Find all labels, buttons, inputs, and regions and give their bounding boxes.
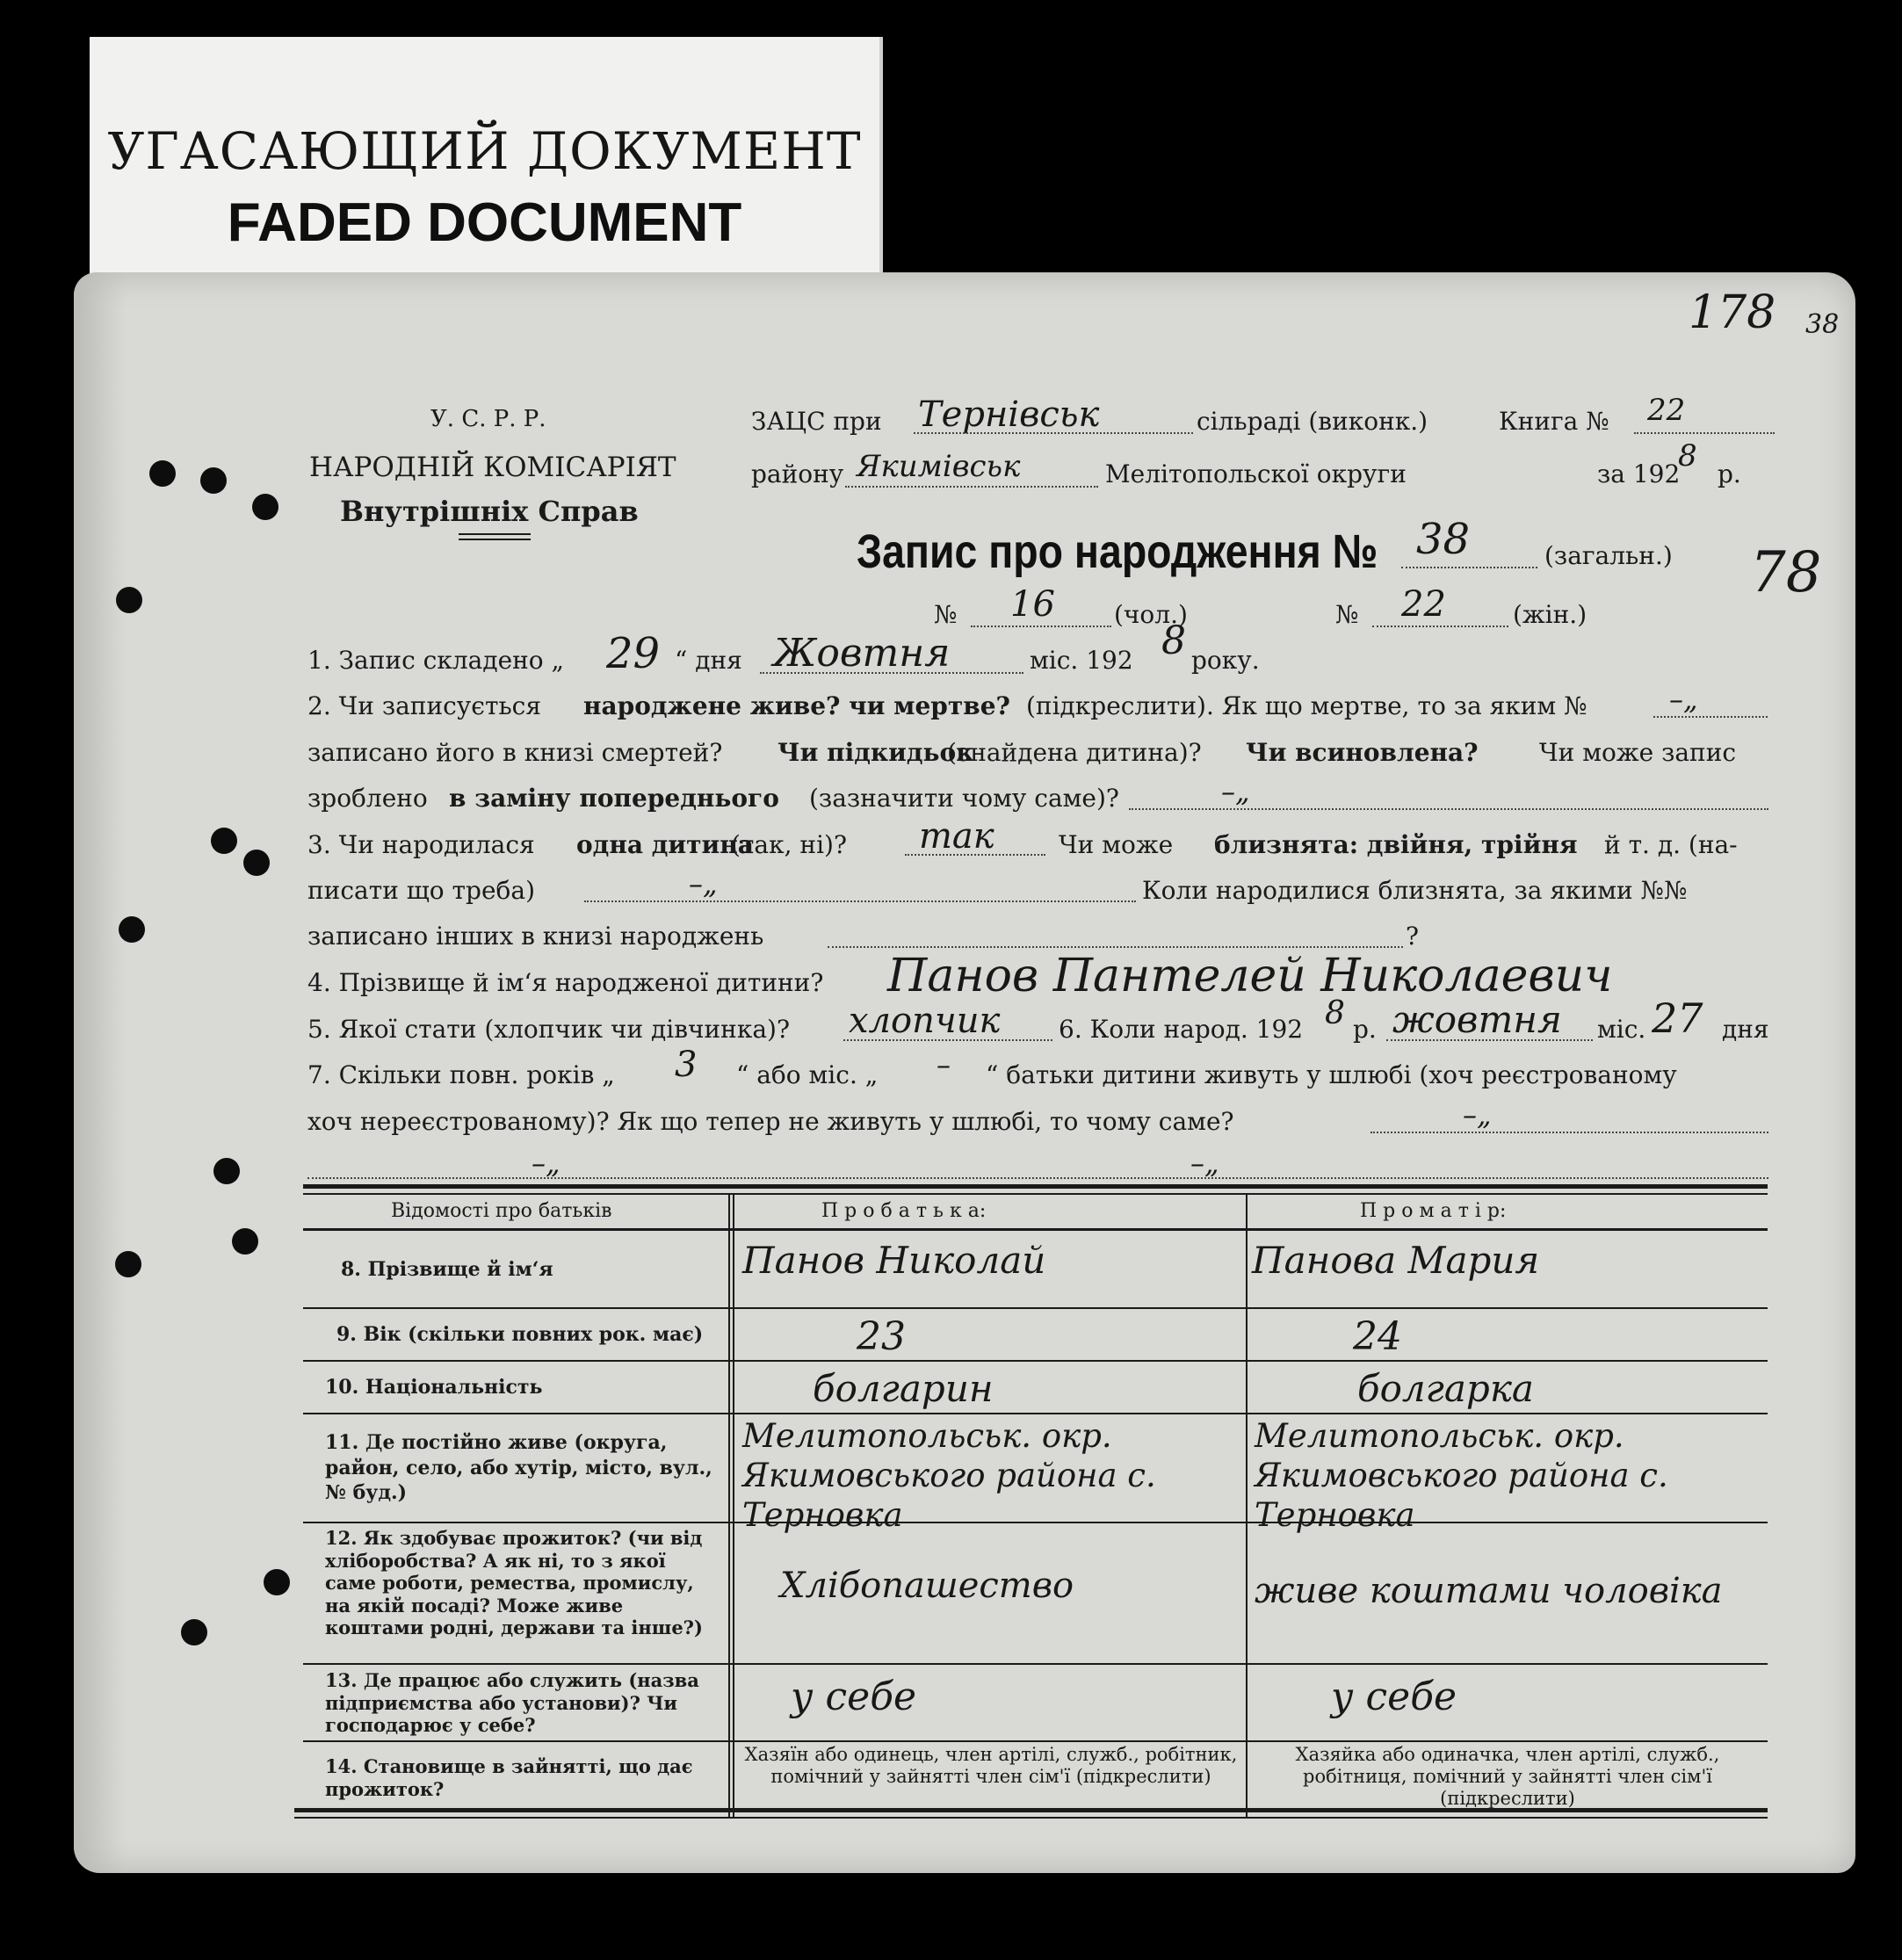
item1-year-word: року. [1191,646,1260,675]
punch-hole [115,1251,141,1277]
district-value: Якимівськ [857,449,1021,484]
item3-single: одна дитина [576,830,754,859]
item2-foundling-note: (знайдена дитина)? [947,738,1202,767]
item2-line2a: записано його в книзі смертей? [307,738,723,767]
table-top-rule [303,1193,1768,1195]
female-tag: (жін.) [1513,600,1587,629]
item3-maybe: Чи може [1059,830,1174,859]
year-label: за 192 [1597,459,1681,488]
female-number-label: № [1335,600,1359,629]
row14-label: 14. Становище в зайнятті, що дає прожиток? [325,1755,693,1801]
table-top-rule [303,1184,1768,1189]
mother-position-options: Хазяйка або одиначка, член артілі, служб., робітниця, помічний у зайнятті член сім'ї (підкреслити) [1295,1744,1720,1809]
item2-adopted: Чи всиновлена? [1246,738,1479,767]
year-suffix: р. [1718,459,1741,488]
item2-replacement: в заміну попереднього [449,784,779,813]
fill-line [1401,567,1537,568]
silrada-label: сільраді (виконк.) [1197,407,1428,436]
item2-line2e: Чи може запис [1539,738,1737,767]
punch-hole [213,1158,240,1184]
row-rule [303,1307,1768,1309]
mother-livelihood: живе коштами чоловіка [1255,1571,1723,1611]
single-child-answer: так [919,816,994,857]
punch-hole [232,1228,258,1255]
item2-line3c: (зазначити чому саме)? [809,784,1119,813]
mother-name: Панова Мария [1252,1239,1540,1282]
punch-hole [252,494,278,520]
fill-line [1386,1039,1593,1041]
row-rule [303,1360,1768,1362]
item5-label: 5. Якої стати (хлопчик чи дівчинка)? [307,1015,790,1044]
item7-months-word: “ або міс. „ [736,1060,879,1089]
item3-label: 3. Чи народилася [307,830,535,859]
item2-alive-dead: народжене живе? чи мертве? [583,691,1010,720]
item3-yesno: (так, ні)? [731,830,847,859]
not-married-reason: –„ [1463,1098,1492,1132]
item1-day-word: “ дня [675,646,742,675]
punch-hole [119,916,145,943]
father-workplace: у себе [791,1674,917,1719]
item7-question: “ батьки дитини живуть у шлюбі (хоч реєстрованому [986,1060,1677,1089]
book-number: 22 [1647,393,1686,428]
row13-label: 13. Де працює або служить (назва підприємства або установи)? Чи господарює у себе? [325,1669,699,1737]
item3-line2b: Коли народилися близнята, за якими №№ [1142,876,1688,905]
mother-nationality: болгарка [1357,1367,1534,1410]
faded-document-label [90,37,883,292]
marriage-years: 3 [675,1045,698,1085]
header-rule [459,539,531,540]
item3-line3b: ? [1406,922,1420,951]
male-tag: (чол.) [1114,600,1188,629]
item3-line3a: записано інших в книзі народжень [307,922,764,951]
not-married-cont-b: –„ [1190,1146,1219,1180]
record-title: Запис про народження № [857,525,1378,578]
table-head-mother: П р о м а т і р: [1360,1200,1507,1222]
archive-number: 178 [1689,286,1776,339]
table-head-father: П р о б а т ь к а: [821,1200,987,1222]
replacement-reason: –„ [1221,775,1250,808]
item2-line3a: зроблено [307,784,428,813]
father-age: 23 [857,1314,906,1359]
punch-hole [181,1619,207,1645]
punch-hole [264,1569,290,1595]
mother-workplace: у себе [1331,1674,1457,1719]
item7-label: 7. Скільки повн. років „ [307,1060,615,1089]
father-residence: Мелитопольськ. окр. Якимовського района с. Терновка [742,1417,1156,1535]
fill-line [843,1039,1052,1041]
fill-line [1634,432,1775,434]
general-tag: (загальн.) [1544,541,1673,570]
item6-day-word: дня [1722,1015,1769,1044]
item1-month-word: міс. 192 [1030,646,1133,675]
fill-line [828,946,1403,948]
side-mark: 78 [1750,540,1822,605]
female-number: 22 [1401,584,1446,625]
fill-line [1653,716,1768,718]
mother-age: 24 [1353,1314,1402,1359]
table-head-left: Відомості про батьків [391,1200,612,1222]
fill-line [1370,1132,1768,1133]
item3-etc: й т. д. (на- [1604,830,1738,859]
record-day: 29 [606,629,661,678]
father-position-options: Хазяїн або одинець, член артілі, служб., робітник, помічний у зайнятті член сім'ї (підкреслити) [744,1744,1238,1787]
col-divider [728,1193,730,1817]
punch-hole [243,850,270,876]
item2-question: (підкреслити). Як що мертве, то за яким № [1026,691,1587,720]
table-bottom-rule [294,1817,1768,1819]
row12-label: 12. Як здобуває прожиток? (чи від хліборобства? А як ні, то з якої саме роботи, ремества, промислу, на якій посаді? Може живе коштами родні, держави та інше?) [325,1527,703,1639]
item7-line2: хоч нереєстрованому)? Як що тепер не живуть у шлюбі, то чому саме? [307,1107,1234,1136]
punch-hole [200,467,227,494]
fill-line [1372,626,1508,627]
item4-label: 4. Прізвище й ім‘я народженої дитини? [307,968,824,997]
fill-line [760,672,1023,674]
male-number: 16 [1010,584,1055,625]
okruga-label: Мелітопольскої округи [1105,459,1407,488]
death-book-number: –„ [1669,683,1698,716]
marriage-months: – [937,1048,951,1081]
fill-line [914,432,1193,434]
row-rule [303,1740,1768,1742]
mother-residence: Мелитопольськ. окр. Якимовського района с. Терновка [1255,1417,1668,1535]
child-sex: хлопчик [849,1001,1001,1041]
paper-shadow-edge [74,272,127,1873]
col-divider [1246,1193,1248,1817]
label-russian: УГАСАЮЩИЙ ДОКУМЕНТ [107,121,862,181]
department-name: Внутрішніх Справ [340,495,639,528]
fill-line [905,854,1045,856]
item6-year-word: р. [1353,1015,1377,1044]
father-nationality: болгарин [813,1367,994,1410]
row-rule [303,1663,1768,1665]
record-year-digit: 8 [1161,618,1186,663]
book-label: Книга № [1499,407,1609,436]
row9-label: 9. Вік (скільки повних рок. має) [336,1323,704,1346]
fill-line [307,1177,1768,1179]
birth-year-digit: 8 [1325,995,1345,1031]
item2-label: 2. Чи записується [307,691,542,720]
not-married-cont-a: –„ [532,1146,560,1180]
birth-day: 27 [1652,994,1703,1042]
fill-line [584,900,1136,902]
record-number: 38 [1416,515,1471,564]
father-name: Панов Николай [742,1239,1046,1282]
republic-name: У. С. Р. Р. [430,406,546,432]
item1-label: 1. Запис складено „ [307,646,565,675]
district-label: району [751,459,844,488]
zags-label: ЗАЦС при [751,407,882,436]
father-livelihood: Хлібопашество [780,1566,1074,1606]
row-rule [303,1413,1768,1414]
row10-label: 10. Національність [325,1376,543,1399]
fill-line [971,626,1111,627]
item6-label: 6. Коли народ. 192 [1059,1015,1304,1044]
punch-hole [211,828,237,854]
record-month: Жовтня [773,631,951,676]
label-english: FADED DOCUMENT [227,192,742,253]
item2-foundling: Чи підкидьок [777,738,974,767]
commissariat-name: НАРОДНІЙ КОМІСАРІЯТ [309,452,676,483]
item3-line2a: писати що треба) [307,876,535,905]
male-number-label: № [934,600,958,629]
item3-twins: близнята: двійня, трійня [1214,830,1578,859]
year-digit: 8 [1678,438,1697,474]
fill-line [1129,808,1768,810]
punch-hole [149,460,176,487]
table-header-rule [303,1228,1768,1231]
zags-village: Тернівськ [918,394,1100,435]
row8-label: 8. Прізвище й ім‘я [341,1258,553,1281]
archive-subnumber: 38 [1805,309,1840,340]
col-divider [733,1193,734,1817]
birth-month: жовтня [1392,998,1562,1041]
item6-month-word: міс. [1597,1015,1646,1044]
fill-line [845,486,1098,488]
row11-label: 11. Де постійно живе (округа, район, село, або хутір, місто, вул., № буд.) [325,1431,712,1505]
header-rule [459,533,531,535]
punch-hole [116,587,142,613]
twins-answer: –„ [689,867,718,900]
child-full-name: Панов Пантелей Николаевич [887,950,1613,1002]
